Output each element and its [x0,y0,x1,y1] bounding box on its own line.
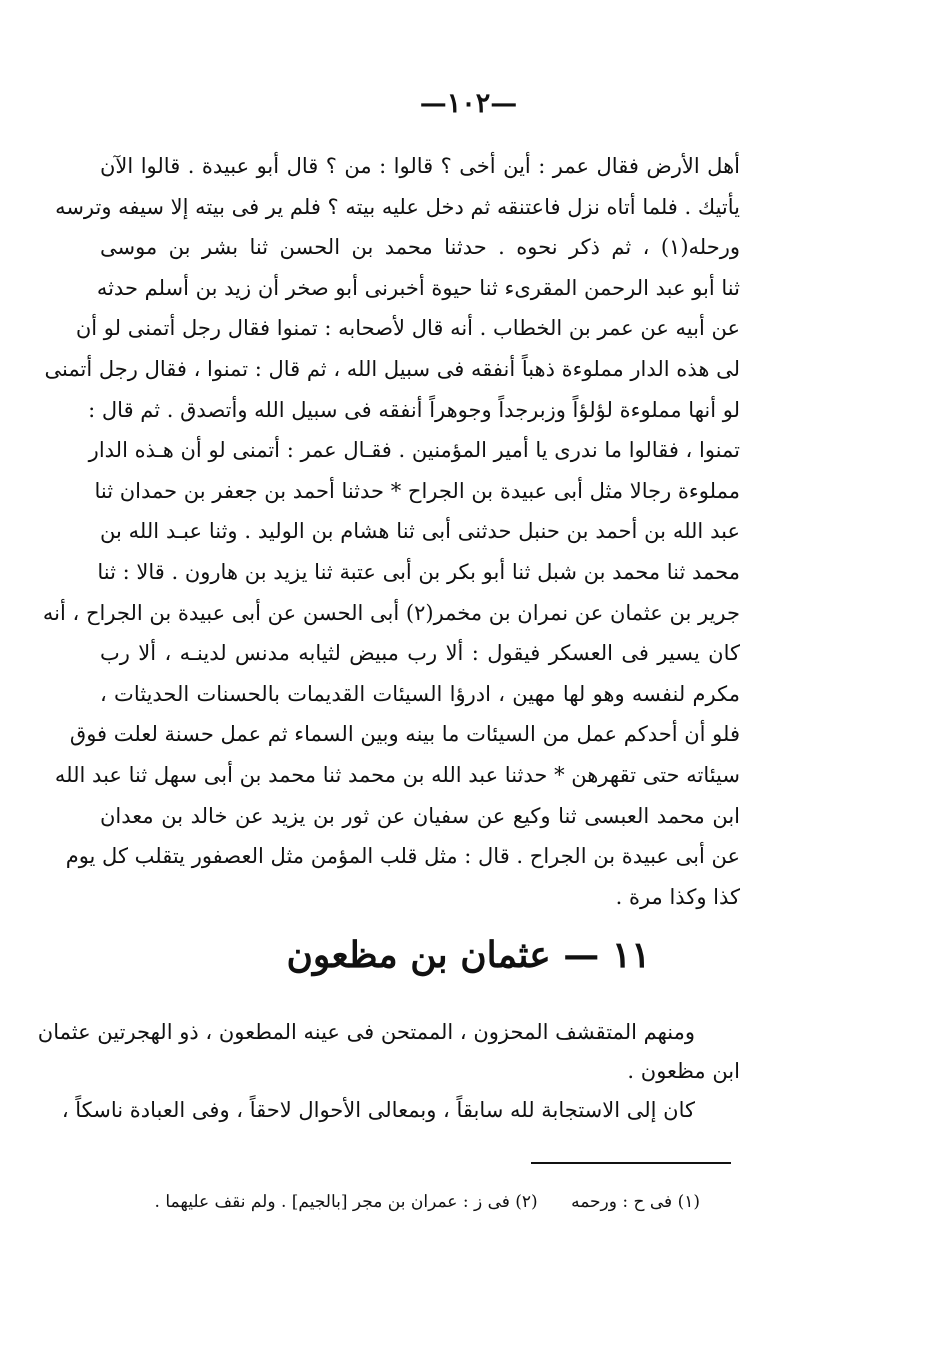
text-line: كان إلى الاستجابة لله سابقاً ، وبمعالى الأحوال لاحقاً ، وفى العبادة ناسكاً ، [61,1098,695,1122]
main-text-block [42,146,740,917]
text-line: عن أبى عبيدة بن الجراح . قال : مثل قلب المؤمن مثل العصفور يتقلب كل يوم [65,844,740,869]
text-line: أهل الأرض فقال عمر : أين أخى ؟ قالوا : من ؟ قال أبو عبيدة . قالوا الآن [100,154,740,178]
text-line: كذا وكذا مرة . [615,884,740,909]
text-line: مكرم لنفسه وهو لها مهين ، ادرؤا السيئات القديمات بالحسنات الحديثات ، [100,681,740,706]
footnote-1: (١) فى ح : ورحمه [571,1192,700,1212]
text-line: مملوءة رجالا مثل أبى عبيدة بن الجراح * حدثنا أحمد بن جعفر بن حمدان ثنا [94,478,740,503]
footnote-2: (٢) فى ز : عمران بن مجر [بالجيم] . ولم نقف عليهما . [154,1192,538,1212]
section-heading: ١١ — عثمان بن مظعون [286,934,651,976]
text-line: لو أنها مملوءة لؤلؤاً وزبرجداً وجوهراً أنفقه فى سبيل الله وأتصدق . ثم قال : [88,397,740,422]
text-line: ثنا أبو عبد الرحمن المقرىء ثنا حيوة أخبرنى أبو صخر أن زيد بن أسلم حدثه [96,275,740,300]
text-line: جرير بن عثمان عن نمران بن مخمر(٢) أبى الحسن عن أبى عبيدة بن الجراح ، أنه [42,600,740,625]
text-line: كان يسير فى العسكر فيقول : ألا رب مبيض لثيابه مدنس لدينـه ، ألا رب [100,641,740,666]
text-line: تمنوا ، فقالوا ما ندرى يا أمير المؤمنين . فقـال عمر : أتمنى لو أن هـذه الدار [88,438,740,463]
text-line: ابن محمد العبسى ثنا وكيع عن سفيان عن ثور بن يزيد عن خالد بن معدان [100,803,740,828]
footnote-divider [531,1162,731,1164]
text-line: ورحله(١) ، ثم ذكر نحوه . حدثنا محمد بن الحسن ثنا بشر بن موسى [100,235,740,260]
footnotes [100,1192,700,1212]
text-line: ومنهم المتقشف المحزون ، الممتحن فى عينه المطعون ، ذو الهجرتين عثمان [37,1020,695,1044]
text-line: محمد ثنا محمد بن شبل ثنا أبو بكر بن أبى عتبة ثنا يزيد بن هارون . قالا : ثنا [97,559,740,584]
text-line: لى هذه الدار مملوءة ذهباً أنفقه فى سبيل الله ، ثم قال : تمنوا ، فقال رجل أتمنى [44,356,740,381]
text-line: فلو أن أحدكم عمل من السيئات ما بينه وبين السماء ثم عمل حسنة لعلت فوق [69,722,740,747]
text-line: يأتيك . فلما أتاه نزل فاعتنقه ثم دخل عليه بيته ؟ فلم ير فى بيته إلا سيفه وترسه [55,194,740,219]
text-line: عن أبيه عن عمر بن الخطاب . أنه قال لأصحابه : تمنوا فقال رجل أتمنى لو أن [75,316,740,341]
text-line: سيئاته حتى تقهرهن * حدثنا عبد الله بن محمد ثنا محمد بن أبى سهل ثنا عبد الله [54,762,740,787]
text-line: عبد الله بن أحمد بن حنبل حدثنى أبى ثنا هشام بن الوليد . وثنا عبـد الله بن [100,519,740,544]
text-line: ابن مظعون . [627,1059,740,1083]
section-text-block [37,1013,740,1130]
page-number: —١٠٢— [419,88,518,119]
